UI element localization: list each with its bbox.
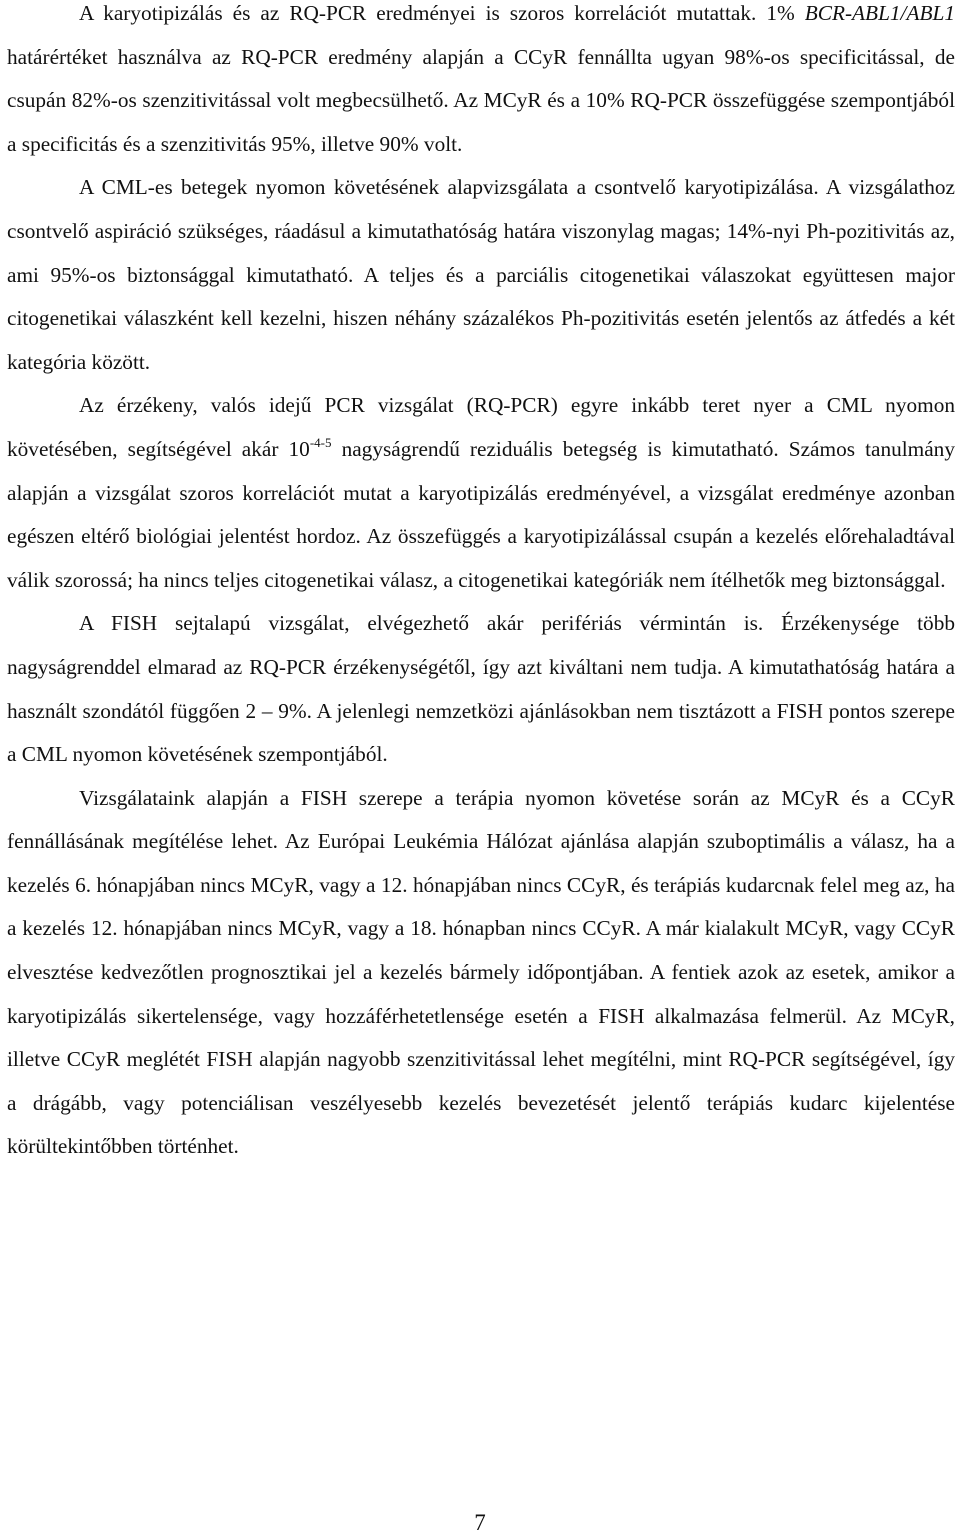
exponent-superscript: -4-5 (309, 434, 332, 450)
paragraph-fish-role (7, 777, 955, 1169)
paragraph-3-text-a: Az érzékeny, valós idejű PCR vizsgálat (RQ-PCR) egyre inkább teret nyer a CML nyomon követésében, segítségével akár 10 (7, 393, 955, 461)
paragraph-2-text: A CML-es betegek nyomon követésének alapvizsgálata a csontvelő karyotipizálása. A vizsgálathoz csontvelő aspiráció szükséges, ráadásul a kimutathatóság határa viszonylag magas; 14%-nyi Ph-pozitivitás az, ami 95%-os biztonsággal kimutatható. A teljes és a parciális citogenetikai válaszokat együttesen major citogenetikai válaszként kell kezelni, hiszen néhány százalékos Ph-pozitivitás esetén jelentős az átfedés a két kategória között. (7, 175, 955, 374)
paragraph-rq-pcr (7, 384, 955, 602)
paragraph-1-text-b: határértéket használva az RQ-PCR eredmény alapján a CCyR fennállta ugyan 98%-os specificitással, de csupán 82%-os szenzitivitással volt megbecsülhető. Az MCyR és a 10% RQ-PCR összefüggése szempontjából a specificitás és a szenzitivitás 95%, illetve 90% volt. (7, 44, 955, 156)
paragraph-karyotype-correlation (7, 0, 955, 166)
paragraph-1-text-a: A karyotipizálás és az RQ-PCR eredményei is szoros korrelációt mutattak. 1% (79, 1, 805, 25)
paragraph-cml-followup (7, 166, 955, 384)
paragraph-fish (7, 602, 955, 776)
paragraph-5-text: Vizsgálataink alapján a FISH szerepe a terápia nyomon követése során az MCyR és a CCyR fennállásának megítélése lehet. Az Európai Leukémia Hálózat ajánlása alapján szuboptimális a válasz, ha a kezelés 6. hónapjában nincs MCyR, vagy a 12. hónapjában nincs CCyR, és terápiás kudarcnak felel meg az, ha a kezelés 12. hónapjában nincs MCyR, vagy a 18. hónapban nincs CCyR. A már kialakult MCyR, vagy CCyR elvesztése kedvezőtlen prognosztikai jel a kezelés bármely időpontjában. A fentiek azok az esetek, amikor a karyotipizálás sikertelensége, vagy hozzáférhetetlensége esetén a FISH alkalmazása felmerül. Az MCyR, illetve CCyR meglétét FISH alapján nagyobb szenzitivitással lehet megítélni, mint RQ-PCR segítségével, így a drágább, vagy potenciálisan veszélyesebb kezelés bevezetését jelentő terápiás kudarc kijelentése körültekintőbben történhet. (7, 785, 955, 1159)
paragraph-4-text: A FISH sejtalapú vizsgálat, elvégezhető akár perifériás vérmintán is. Érzékenysége több nagyságrenddel elmarad az RQ-PCR érzékenységétől, így azt kiváltani nem tudja. A kimutathatóság határa a használt szondától függően 2 – 9%. A jelenlegi nemzetközi ajánlásokban nem tisztázott a FISH pontos szerepe a CML nyomon követésének szempontjából. (7, 611, 955, 767)
document-page (7, 0, 955, 1169)
gene-ratio-italic: BCR-ABL1/ABL1 (804, 1, 955, 25)
page-number: 7 (474, 1510, 486, 1535)
paragraph-3-text-b: nagyságrendű reziduális betegség is kimutatható. Számos tanulmány alapján a vizsgálat szoros korrelációt mutat a karyotipizálás eredményével, a vizsgálat eredménye azonban egészen eltérő biológiai jelentést hordoz. Az összefüggés a karyotipizálással csupán a kezelés előrehaladtával válik szorossá; ha nincs teljes citogenetikai válasz, a citogenetikai kategóriák nem ítélhetők meg biztonsággal. (7, 436, 955, 592)
